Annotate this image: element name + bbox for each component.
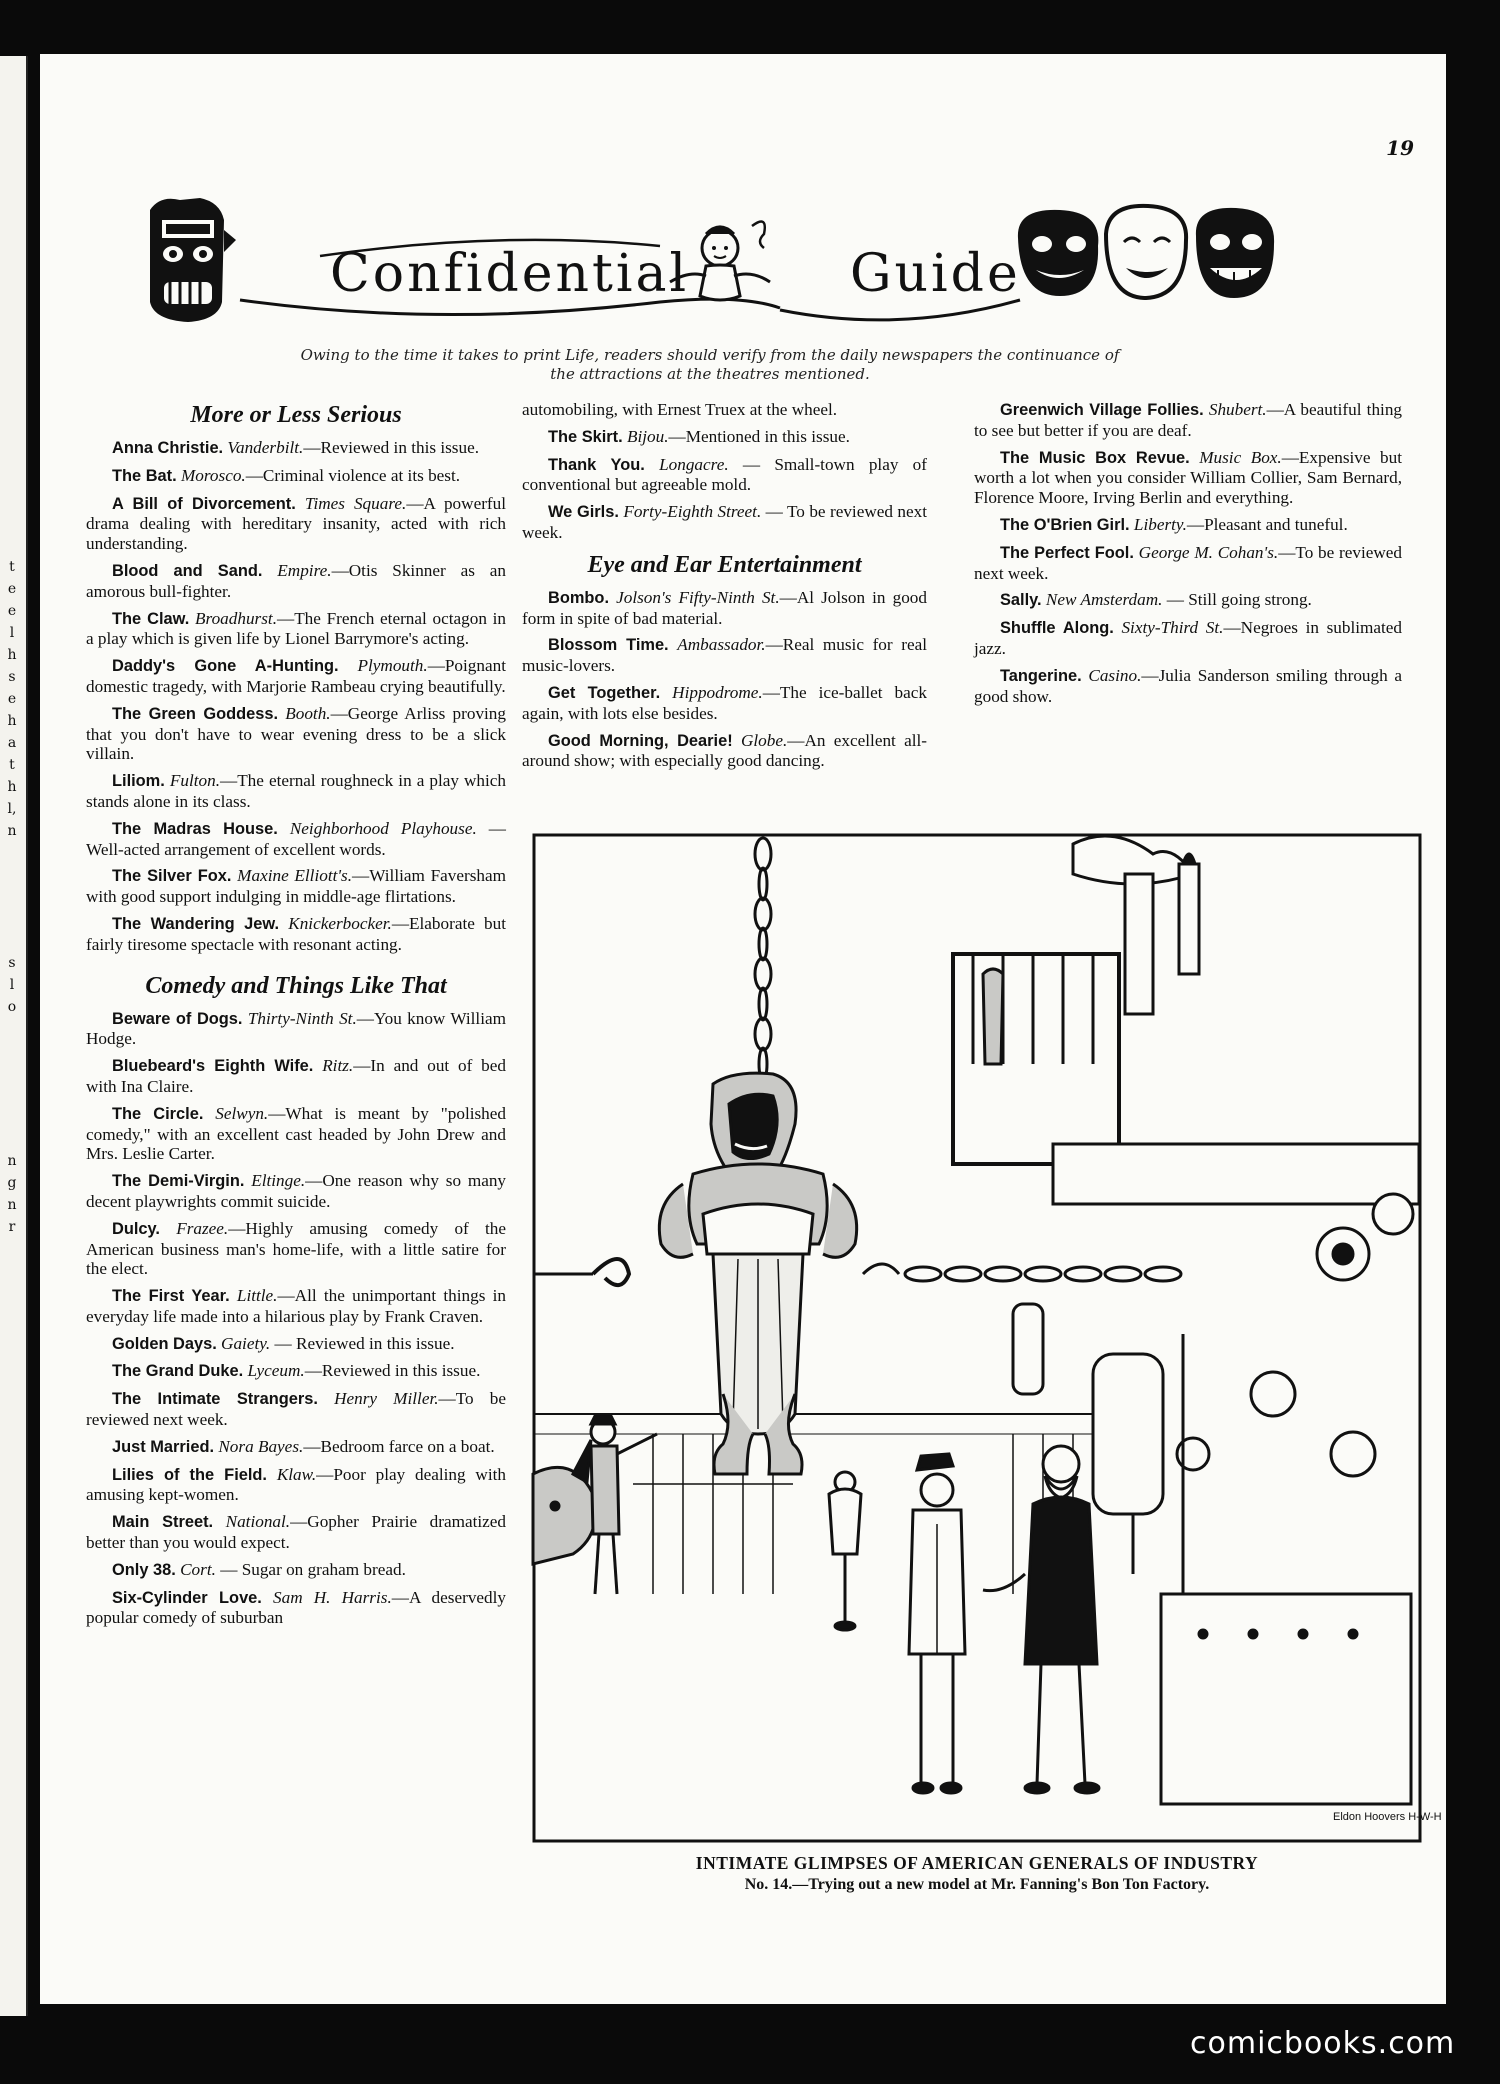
listing-entry xyxy=(974,400,1402,441)
listing-entry xyxy=(86,819,506,860)
edge-letter: n xyxy=(7,823,17,839)
listing-title: The Demi-Virgin. xyxy=(112,1172,245,1191)
listing-theatre: Plymouth. xyxy=(357,656,428,676)
listing-title: Thank You. xyxy=(548,455,645,474)
listing-description: — Reviewed in this issue. xyxy=(270,1333,455,1353)
listing-description: —In and out of bed with Ina Claire. xyxy=(86,1056,506,1096)
listing-theatre: Neighborhood Playhouse. xyxy=(289,818,477,838)
listing-description: —Gopher Prairie dramatized better than you would expect. xyxy=(86,1512,506,1553)
listing-description: —Mentioned in this issue. xyxy=(668,426,850,446)
listing-entry xyxy=(86,561,506,602)
listing-entry xyxy=(86,1104,506,1164)
listing-entry xyxy=(974,448,1402,508)
listing-entry xyxy=(86,1334,506,1355)
listing-title: Daddy's Gone A-Hunting. xyxy=(112,657,339,676)
section-heading-comedy: Comedy and Things Like That xyxy=(145,972,447,999)
continuation-text: automobiling, with Ernest Truex at the wheel. xyxy=(522,400,838,419)
masthead-title-part2: Guide xyxy=(850,244,1021,304)
listing-description: —Negroes in sublimated jazz. xyxy=(974,618,1402,658)
listing-entry xyxy=(86,1286,506,1327)
cartoon-illustration xyxy=(533,834,1442,1842)
listing-theatre: Booth. xyxy=(285,703,331,723)
edge-letter: h xyxy=(7,647,17,663)
listing-theatre: National. xyxy=(225,1512,291,1532)
listing-entry xyxy=(86,609,506,650)
listing-description: —Julia Sanderson smiling through a good show. xyxy=(974,665,1403,706)
listing-entry xyxy=(974,666,1402,707)
listing-title: Liliom. xyxy=(112,772,165,791)
edge-letter xyxy=(4,1062,20,1084)
edge-letter: s xyxy=(8,955,16,971)
subtitle-note: Owing to the time it takes to print Life, readers should verify from the daily newspapers the continuance of the attractions at the theatres mentioned. xyxy=(300,346,1120,383)
listing-theatre: Gaiety. xyxy=(221,1333,271,1353)
column-3-list xyxy=(974,400,1402,706)
listing-description: —The French eternal octagon in a play which is given life by Lionel Barrymore's acting. xyxy=(86,608,506,649)
listing-title: Bluebeard's Eighth Wife. xyxy=(112,1057,314,1076)
listing-title: We Girls. xyxy=(548,503,619,522)
listing-theatre: Times Square. xyxy=(304,493,407,513)
listing-entry xyxy=(522,427,927,448)
edge-letter: t xyxy=(9,757,15,773)
listing-theatre: Music Box. xyxy=(1199,447,1282,467)
page-number: 19 xyxy=(1386,136,1414,160)
listing-description: —George Arliss proving that you don't have to wear evening dress to be a slick villain. xyxy=(86,703,506,764)
listing-theatre: Sam H. Harris. xyxy=(273,1587,392,1607)
listing-entry xyxy=(86,656,506,697)
listing-theatre: Jolson's Fifty-Ninth St. xyxy=(616,587,780,607)
edge-letter: h xyxy=(7,713,17,729)
listing-entry xyxy=(86,1171,506,1212)
listing-description: — Still going strong. xyxy=(1162,590,1312,610)
edge-letter: r xyxy=(8,1219,16,1235)
edge-letter: o xyxy=(7,999,17,1015)
column-2-list xyxy=(522,427,927,543)
edge-letter: l xyxy=(9,625,15,641)
edge-letter: l, xyxy=(7,801,17,817)
listing-theatre: Ambassador. xyxy=(677,635,766,655)
listing-entry xyxy=(86,1219,506,1279)
listing-description: —Poignant domestic tragedy, with Marjorie Rambeau crying beautifully. xyxy=(86,656,506,696)
listing-theatre: Casino. xyxy=(1088,665,1142,685)
section-heading-serious: More or Less Serious xyxy=(190,402,402,428)
listing-entry xyxy=(522,731,927,772)
listing-title: The Music Box Revue. xyxy=(1000,448,1190,467)
listing-description: —A deservedly popular comedy of suburban xyxy=(86,1587,507,1628)
listing-description: —Criminal violence at its best. xyxy=(245,465,461,485)
caption-title: INTIMATE GLIMPSES OF AMERICAN GENERALS OF INDUSTRY xyxy=(695,1853,1259,1873)
listing-title: Anna Christie. xyxy=(112,439,224,457)
listing-theatre: Lyceum. xyxy=(247,1361,305,1381)
listing-title: Lilies of the Field. xyxy=(112,1465,267,1484)
listing-entry xyxy=(974,618,1402,659)
listing-entry xyxy=(86,1512,506,1553)
artist-signature: Eldon Hoovers H-W-H xyxy=(1333,1811,1442,1823)
listing-description: —You know William Hodge. xyxy=(86,1008,506,1049)
listing-title: The Skirt. xyxy=(548,427,623,446)
edge-letter: h xyxy=(7,779,17,795)
column-3 xyxy=(974,400,1402,713)
listing-entry xyxy=(522,635,927,676)
listing-title: The Grand Duke. xyxy=(112,1362,244,1381)
listing-theatre: Fulton. xyxy=(169,771,220,791)
edge-letter: e xyxy=(7,581,17,597)
listing-entry xyxy=(86,704,506,764)
listing-description: —Bedroom farce on a boat. xyxy=(303,1436,495,1456)
listing-description: —William Faversham with good support indulging in middle-age flirtations. xyxy=(86,866,506,907)
listing-title: Dulcy. xyxy=(112,1219,160,1238)
edge-letter xyxy=(4,908,20,930)
listing-description: —A powerful drama dealing with hereditary insanity, acted with rich understanding. xyxy=(86,493,507,554)
listing-description: —Otis Skinner as an amorous bull-fighter. xyxy=(86,560,506,601)
magazine-page xyxy=(40,54,1446,2004)
listing-description: — Small-town play of conventional but agreeable mold. xyxy=(522,454,927,495)
listing-theatre: Vanderbilt. xyxy=(227,438,304,457)
listing-title: Bombo. xyxy=(548,588,610,607)
listing-title: The Intimate Strangers. xyxy=(112,1390,318,1409)
edge-letter xyxy=(4,886,20,908)
masthead xyxy=(140,190,1280,340)
listing-entry xyxy=(86,466,506,487)
listing-entry xyxy=(86,914,506,955)
column-2 xyxy=(522,400,927,778)
edge-letter: t xyxy=(9,559,15,575)
listing-entry xyxy=(974,543,1402,584)
edge-letter xyxy=(4,1106,20,1128)
edge-letter: e xyxy=(7,691,17,707)
section-comedy-list xyxy=(86,1009,506,1629)
listing-description: —Al Jolson in good form in spite of bad material. xyxy=(522,587,927,628)
listing-title: Golden Days. xyxy=(112,1334,217,1353)
listing-entry xyxy=(86,1056,506,1097)
edge-letter xyxy=(4,930,20,952)
edge-letter: l xyxy=(9,977,15,993)
listing-theatre: Knickerbocker. xyxy=(288,913,392,933)
listing-description: —Real music for real music-lovers. xyxy=(522,635,927,676)
listing-theatre: Little. xyxy=(236,1286,278,1306)
listing-description: — Well-acted arrangement of excellent words. xyxy=(86,818,506,859)
listing-title: The Green Goddess. xyxy=(112,704,279,723)
listing-entry xyxy=(522,588,927,629)
listing-theatre: New Amsterdam. xyxy=(1045,590,1163,610)
site-watermark: comicbooks.com xyxy=(1190,2026,1456,2061)
listing-title: The Bat. xyxy=(112,466,177,485)
listing-description: —To be reviewed next week. xyxy=(86,1389,506,1430)
listing-description: —An excellent all-around show; with especially good dancing. xyxy=(522,730,928,771)
listing-title: Get Together. xyxy=(548,683,661,702)
listing-title: Good Morning, Dearie! xyxy=(548,731,733,750)
listing-theatre: Thirty-Ninth St. xyxy=(247,1008,357,1028)
listing-theatre: Cort. xyxy=(180,1559,216,1579)
listing-title: The First Year. xyxy=(112,1287,230,1306)
listing-title: The Perfect Fool. xyxy=(1000,543,1134,562)
listing-entry xyxy=(86,866,506,907)
edge-letter xyxy=(4,1040,20,1062)
listing-description: —What is meant by "polished comedy," with an excellent cast headed by John Drew and Mrs. Leslie Carter. xyxy=(86,1103,506,1164)
listing-description: —To be reviewed next week. xyxy=(974,542,1403,583)
listing-theatre: Selwyn. xyxy=(215,1103,269,1123)
listing-description: — Sugar on graham bread. xyxy=(215,1559,406,1579)
listing-title: Sally. xyxy=(1000,591,1042,610)
edge-letter: n xyxy=(7,1197,17,1213)
listing-title: The O'Brien Girl. xyxy=(1000,515,1130,534)
listing-description: —A beautiful thing to see but better if you are deaf. xyxy=(974,400,1403,440)
listing-theatre: Nora Bayes. xyxy=(218,1436,304,1456)
listing-theatre: Shubert. xyxy=(1208,400,1267,419)
listing-title: Shuffle Along. xyxy=(1000,619,1114,638)
listing-theatre: Empire. xyxy=(277,560,332,580)
caption-subtitle: No. 14.—Trying out a new model at Mr. Fanning's Bon Ton Factory. xyxy=(744,1876,1210,1893)
listing-description: —Reviewed in this issue. xyxy=(304,1361,481,1381)
edge-letter: g xyxy=(7,1175,17,1191)
listing-title: Blossom Time. xyxy=(548,636,669,655)
listing-description: —Expensive but worth a lot when you consider William Collier, Sam Bernard, Florence Moore, Irving Berlin and everything. xyxy=(974,447,1403,508)
listing-entry xyxy=(974,590,1402,611)
edge-letter: a xyxy=(7,735,17,751)
listing-title: The Madras House. xyxy=(112,819,278,838)
listing-theatre: Klaw. xyxy=(276,1464,317,1484)
listing-theatre: Morosco. xyxy=(180,465,246,485)
listing-description: — To be reviewed next week. xyxy=(522,502,927,542)
listing-description: —Reviewed in this issue. xyxy=(303,438,480,457)
listing-description: —All the unimportant things in everyday life made into a hilarious play by Frank Craven. xyxy=(86,1286,506,1326)
section-heading-eye-ear: Eye and Ear Entertainment xyxy=(587,551,862,578)
listing-title: The Silver Fox. xyxy=(112,867,232,886)
listing-theatre: Maxine Elliott's. xyxy=(237,866,353,886)
listing-title: The Claw. xyxy=(112,609,190,628)
listing-description: —The eternal roughneck in a play which stands alone in its class. xyxy=(86,771,506,811)
listing-entry xyxy=(86,1389,506,1430)
edge-letter: s xyxy=(8,669,16,685)
listing-title: Beware of Dogs. xyxy=(112,1009,243,1028)
edge-letter xyxy=(4,1018,20,1040)
listing-theatre: Forty-Eighth Street. xyxy=(623,502,762,522)
listing-theatre: Frazee. xyxy=(176,1218,229,1238)
listing-description: —Elaborate but fairly tiresome spectacle with resonant acting. xyxy=(86,913,507,954)
listing-description: —One reason why so many decent playwrights commit suicide. xyxy=(86,1171,507,1211)
listing-theatre: Henry Miller. xyxy=(334,1389,439,1409)
edge-letter xyxy=(4,842,20,864)
listing-description: —Pleasant and tuneful. xyxy=(1186,514,1348,534)
listing-entry xyxy=(522,683,927,724)
listing-entry xyxy=(86,1361,506,1382)
listing-title: Greenwich Village Follies. xyxy=(1000,401,1204,419)
listing-theatre: Liberty. xyxy=(1133,514,1187,534)
listing-entry xyxy=(86,1465,506,1506)
listing-theatre: Sixty-Third St. xyxy=(1121,618,1224,638)
edge-letter: n xyxy=(7,1153,17,1169)
listing-title: Tangerine. xyxy=(1000,666,1082,685)
listing-title: Only 38. xyxy=(112,1560,176,1579)
left-page-edge xyxy=(0,56,28,2016)
section-eye-ear-list xyxy=(522,588,927,771)
listing-entry xyxy=(522,502,927,543)
listing-theatre: Bijou. xyxy=(626,426,669,446)
edge-letter: e xyxy=(7,603,17,619)
listing-entry xyxy=(86,771,506,812)
masthead-title-part1: Confidential xyxy=(330,244,690,304)
listing-title: The Circle. xyxy=(112,1104,204,1123)
listing-theatre: George M. Cohan's. xyxy=(1138,542,1279,562)
listing-theatre: Eltinge. xyxy=(251,1171,306,1191)
listing-title: Blood and Sand. xyxy=(112,561,263,580)
listing-entry xyxy=(86,1009,506,1050)
left-edge-letters xyxy=(4,556,20,1238)
listing-entry xyxy=(86,438,506,459)
listing-description: —The ice-ballet back again, with lots else besides. xyxy=(522,682,927,723)
listing-entry xyxy=(86,494,506,554)
listing-description: —Highly amusing comedy of the American business man's home-life, with a little satire for the elect. xyxy=(86,1218,506,1279)
listing-title: The Wandering Jew. xyxy=(112,914,280,933)
listing-title: Just Married. xyxy=(112,1437,215,1456)
column-1 xyxy=(86,400,506,1635)
listing-entry xyxy=(86,1588,506,1629)
edge-letter xyxy=(4,1084,20,1106)
listing-theatre: Broadhurst. xyxy=(195,608,277,628)
listing-title: Six-Cylinder Love. xyxy=(112,1588,262,1607)
listing-theatre: Ritz. xyxy=(322,1056,354,1076)
section-serious-list xyxy=(86,438,506,955)
edge-letter xyxy=(4,1128,20,1150)
tiki-mask-icon xyxy=(150,198,236,322)
listing-entry xyxy=(86,1560,506,1581)
listing-description: —Poor play dealing with amusing kept-women. xyxy=(86,1464,506,1505)
listing-entry xyxy=(522,455,927,496)
listing-theatre: Hippodrome. xyxy=(672,682,763,702)
listing-entry xyxy=(974,515,1402,536)
listing-title: A Bill of Divorcement. xyxy=(112,494,296,513)
listing-theatre: Globe. xyxy=(740,730,788,750)
listing-theatre: Longacre. xyxy=(659,454,729,474)
illustration-caption xyxy=(533,1852,1421,1896)
edge-letter xyxy=(4,864,20,886)
listing-entry xyxy=(86,1437,506,1458)
listing-title: Main Street. xyxy=(112,1513,214,1532)
masthead-title xyxy=(330,234,1110,324)
